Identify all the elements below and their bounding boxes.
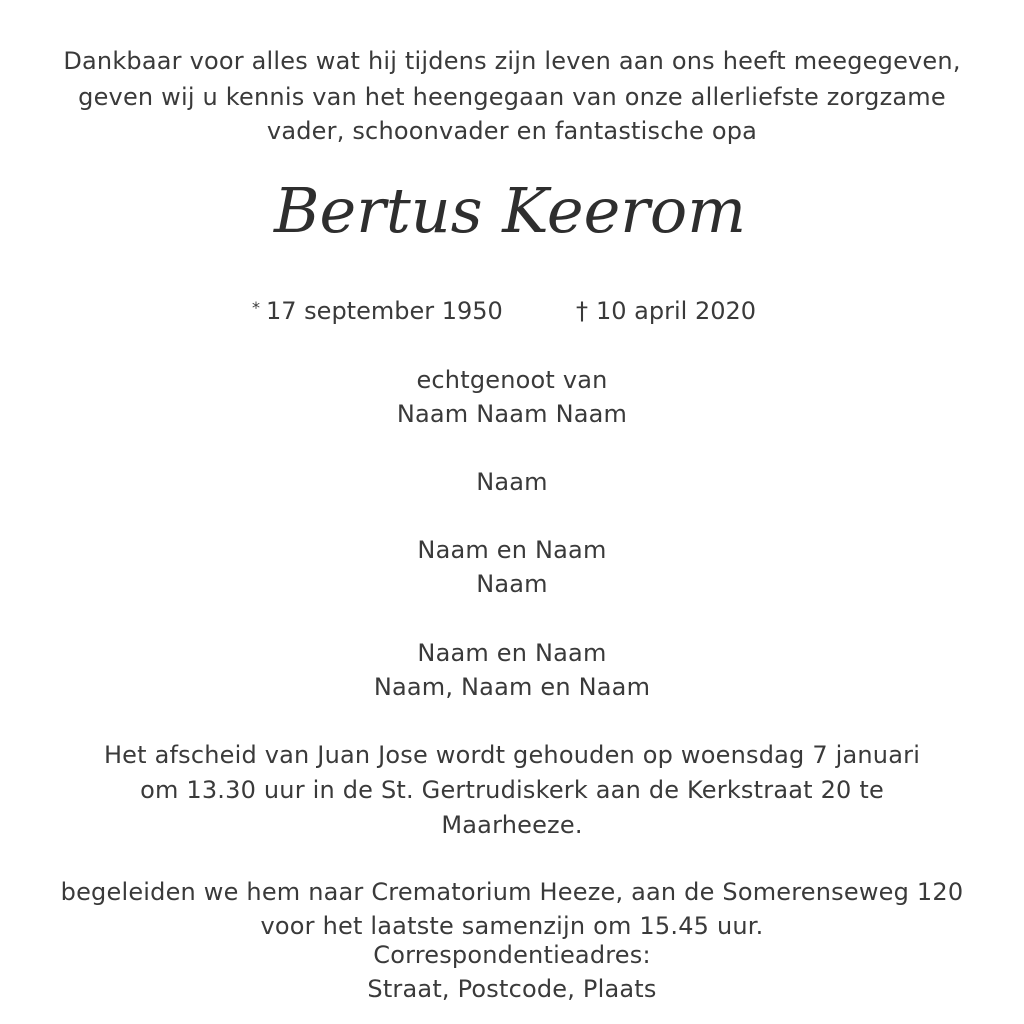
- spouse-name: Naam Naam Naam: [396, 400, 628, 428]
- family-line-5: Naam, Naam en Naam: [373, 673, 651, 701]
- death-date: 10 april 2020: [596, 297, 757, 325]
- intro-line-3: vader, schoonvader en fantastische opa: [266, 117, 758, 145]
- deceased-name-signature: [255, 172, 765, 267]
- birth-date-group: [252, 294, 503, 331]
- cremation-line-2: voor het laatste samenzijn om 15.45 uur.: [260, 912, 764, 940]
- correspondence-label: Correspondentieadres:: [373, 941, 651, 969]
- death-symbol: †: [576, 297, 588, 325]
- intro-line-1: Dankbaar voor alles wat hij tijdens zijn leven aan ons heeft meegegeven,: [63, 47, 961, 75]
- spouse-label: echtgenoot van: [416, 366, 608, 394]
- birth-symbol: *: [252, 298, 260, 317]
- correspondence-address: Straat, Postcode, Plaats: [367, 975, 657, 1003]
- death-date-group: [576, 294, 756, 328]
- family-line-2: Naam en Naam: [417, 536, 607, 564]
- cremation-line-1: begeleiden we hem naar Crematorium Heeze, aan de Somerenseweg 120: [60, 878, 964, 906]
- deceased-name: Bertus Keerom: [273, 174, 747, 247]
- ceremony-line-1: Het afscheid van Juan Jose wordt gehouden op woensdag 7 januari: [103, 741, 921, 769]
- family-line-4: Naam en Naam: [417, 639, 607, 667]
- family-line-3: Naam: [476, 570, 548, 598]
- family-line-1: Naam: [476, 468, 548, 496]
- ceremony-line-3: Maarheeze.: [441, 811, 583, 839]
- life-dates: [0, 294, 1024, 328]
- birth-date: 17 september 1950: [266, 297, 503, 325]
- intro-line-2: geven wij u kennis van het heengegaan van onze allerliefste zorgzame: [78, 83, 946, 111]
- ceremony-line-2: om 13.30 uur in de St. Gertrudiskerk aan de Kerkstraat 20 te: [140, 776, 884, 804]
